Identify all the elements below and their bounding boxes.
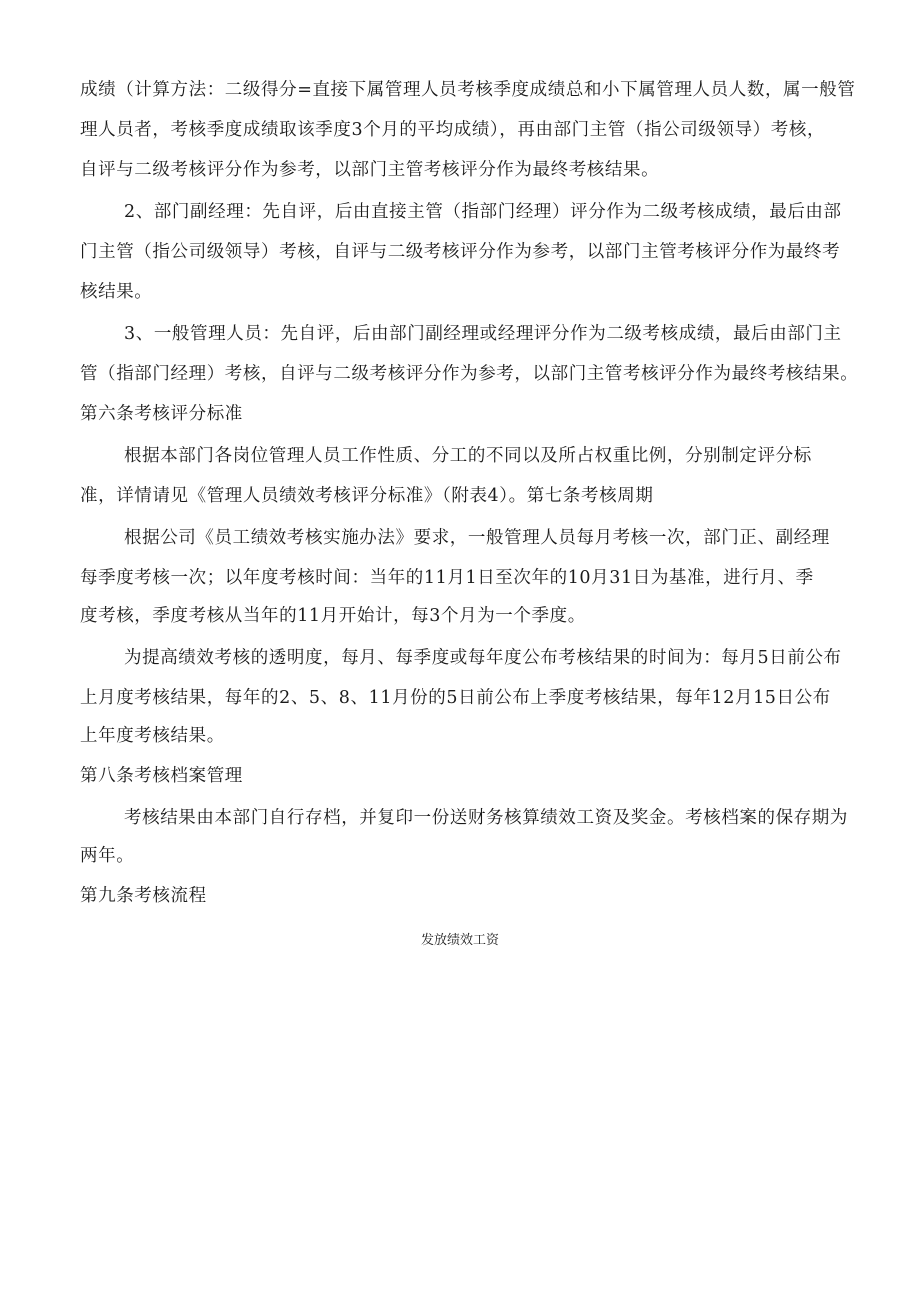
- paragraph-line: 上月度考核结果，每年的2、5、8、11月份的5日前公布上季度考核结果，每年12月15日公布: [80, 688, 831, 708]
- article-8-heading: 第八条考核档案管理: [80, 766, 243, 786]
- paragraph-line: 为提高绩效考核的透明度，每月、每季度或每年度公布考核结果的时间为：每月5日前公布: [124, 648, 842, 668]
- paragraph-line: 2、部门副经理：先自评，后由直接主管（指部门经理）评分作为二级考核成绩，最后由部: [124, 202, 842, 222]
- paragraph-line: 3、一般管理人员：先自评，后由部门副经理或经理评分作为二级考核成绩，最后由部门主: [124, 324, 842, 344]
- paragraph-line: 成绩（计算方法：二级得分=直接下属管理人员考核季度成绩总和小下属管理人员人数，属一般管: [80, 80, 856, 100]
- paragraph-line: 自评与二级考核评分作为参考，以部门主管考核评分作为最终考核结果。: [80, 160, 660, 180]
- paragraph-line: 每季度考核一次；以年度考核时间：当年的11月1日至次年的10月31日为基准，进行月、季: [80, 568, 814, 588]
- paragraph-line: 理人员者，考核季度成绩取该季度3个月的平均成绩），再由部门主管（指公司级领导）考核，: [80, 120, 826, 140]
- article-6-heading: 第六条考核评分标准: [80, 404, 243, 424]
- paragraph-line: 度考核，季度考核从当年的11月开始计，每3个月为一个季度。: [80, 606, 586, 626]
- article-9-heading: 第九条考核流程: [80, 886, 207, 906]
- paragraph-line: 根据本部门各岗位管理人员工作性质、分工的不同以及所占权重比例，分别制定评分标: [124, 446, 812, 466]
- paragraph-line: 门主管（指公司级领导）考核，自评与二级考核评分作为参考，以部门主管考核评分作为最终考: [80, 242, 841, 262]
- paragraph-line: 上年度考核结果。: [80, 726, 225, 746]
- paragraph-line: 考核结果由本部门自行存档，并复印一份送财务核算绩效工资及奖金。考核档案的保存期为: [124, 808, 848, 828]
- paragraph-line: 核结果。: [80, 282, 153, 302]
- flow-caption: 发放绩效工资: [420, 933, 499, 948]
- paragraph-line: 根据公司《员工绩效考核实施办法》要求，一般管理人员每月考核一次，部门正、副经理: [124, 528, 830, 548]
- paragraph-line: 两年。: [80, 846, 135, 866]
- paragraph-line: 管（指部门经理）考核，自评与二级考核评分作为参考，以部门主管考核评分作为最终考核结果。: [80, 364, 859, 384]
- paragraph-line: 准，详情请见《管理人员绩效考核评分标准》（附表4）。第七条考核周期: [80, 486, 654, 506]
